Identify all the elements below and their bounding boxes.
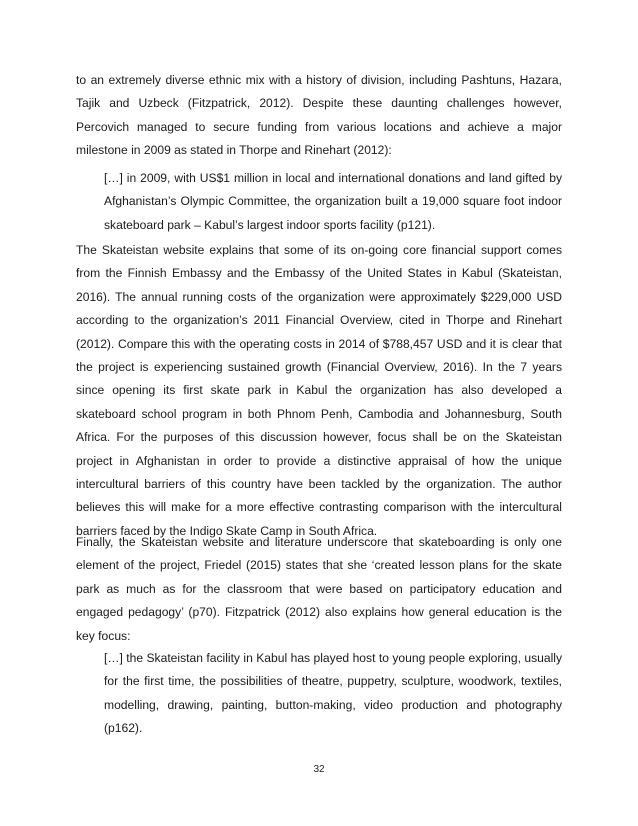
block-quote-2: […] the Skateistan facility in Kabul has played host to young people exploring, usually for the first time, the possibilities of theatre, puppetry, sculpture, woodwork, textiles, modelling, drawing, painting, button-making, video production and photography (p162). — [104, 651, 562, 736]
block-quote-1: […] in 2009, with US$1 million in local and international donations and land gifted by Afghanistan’s Olympic Committee, the organization built a 19,000 square foot indoor skateboard park – Kabul’s largest indoor sports facility (p121). — [104, 171, 562, 232]
body-paragraph-2: The Skateistan website explains that some of its on-going core financial support comes from the Finnish Embassy and the Embassy of the United States in Kabul (Skateistan, 2016). The annual running costs of the organization were approximately $229,000 USD according to the organization’s 2011 Financial Overview, cited in Thorpe and Rinehart (2012). Compare this with the operating costs in 2014 of $788,457 USD and it is clear that the project is experiencing sustained growth (Financial Overview, 2016). In the 7 years since opening its first skate park in Kabul the organization has also developed a skateboard school program in both Phnom Penh, Cambodia and Johannesburg, South Africa. For the purposes of this discussion however, focus shall be on the Skateistan project in Afghanistan in order to provide a distinctive appraisal of how the unique intercultural barriers of this country have been tackled by the organization. The author believes this will make for a more effective contrasting comparison with the intercultural barriers faced by the Indigo Skate Camp in South Africa. — [76, 243, 562, 538]
body-paragraph-1: to an extremely diverse ethnic mix with a history of division, including Pashtuns, Hazara, Tajik and Uzbeck (Fitzpatrick, 2012). Despite these daunting challenges however, Percovich managed to secure funding from various locations and achieve a major milestone in 2009 as stated in Thorpe and Rinehart (2012): — [76, 73, 562, 158]
body-paragraph-3: Finally, the Skateistan website and literature underscore that skateboarding is only one element of the project, Friedel (2015) states that she ‘created lesson plans for the skate park as much as for the classroom that were based on participatory education and engaged pedagogy’ (p70). Fitzpatrick (2012) also explains how general education is the key focus: — [76, 535, 562, 643]
page-number: 32 — [313, 764, 325, 775]
